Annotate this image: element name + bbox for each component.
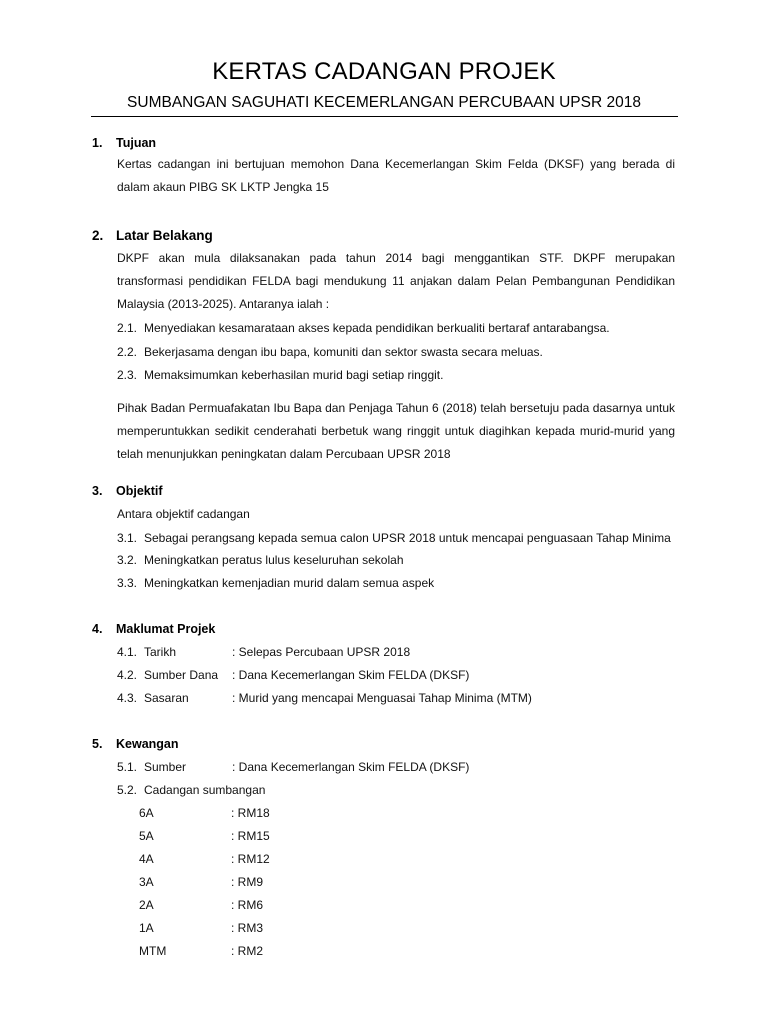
section-title: Objektif bbox=[116, 484, 163, 498]
info-row bbox=[117, 645, 410, 659]
item-number: 5.1. bbox=[117, 760, 138, 774]
item-number: 2.1. bbox=[117, 321, 138, 335]
section-number: 3. bbox=[92, 484, 103, 498]
item-number: 5.2. bbox=[117, 783, 138, 797]
grade-row bbox=[139, 875, 263, 889]
grade-label: 2A bbox=[139, 898, 154, 912]
grade-row bbox=[139, 898, 263, 912]
grade-row bbox=[139, 829, 270, 843]
list-item bbox=[117, 321, 610, 335]
grade-amount: : RM18 bbox=[231, 806, 270, 820]
grade-row bbox=[139, 806, 270, 820]
info-row bbox=[117, 760, 469, 774]
item-number: 3.1. bbox=[117, 531, 138, 545]
section-title: Maklumat Projek bbox=[116, 622, 216, 636]
grade-amount: : RM2 bbox=[231, 944, 264, 958]
info-key: Sumber bbox=[144, 760, 187, 774]
item-number: 3.3. bbox=[117, 576, 138, 590]
title-divider bbox=[91, 116, 678, 117]
item-number: 4.3. bbox=[117, 691, 138, 705]
grade-label: 4A bbox=[139, 852, 154, 866]
grade-amount: : RM9 bbox=[231, 875, 264, 889]
grade-label: 1A bbox=[139, 921, 154, 935]
item-text: Meningkatkan peratus lulus keseluruhan sekolah bbox=[144, 553, 404, 567]
grade-row bbox=[139, 921, 263, 935]
info-value: : Selepas Percubaan UPSR 2018 bbox=[232, 645, 411, 659]
info-row bbox=[117, 668, 469, 682]
info-key: Sumber Dana bbox=[144, 668, 219, 682]
item-text: Meningkatkan kemenjadian murid dalam semua aspek bbox=[144, 576, 435, 590]
item-text: Sebagai perangsang kepada semua calon UPSR 2018 untuk mencapai penguasaan Tahap Minima bbox=[144, 531, 671, 545]
grade-amount: : RM3 bbox=[231, 921, 264, 935]
section-3-intro: Antara objektif cadangan bbox=[117, 507, 250, 521]
item-number: 4.1. bbox=[117, 645, 138, 659]
grade-label: 6A bbox=[139, 806, 154, 820]
section-title: Tujuan bbox=[116, 136, 157, 150]
item-text: Bekerjasama dengan ibu bapa, komuniti dan sektor swasta secara meluas. bbox=[144, 345, 543, 359]
info-value: : Dana Kecemerlangan Skim FELDA (DKSF) bbox=[232, 668, 470, 682]
info-key: Tarikh bbox=[144, 645, 177, 659]
list-item bbox=[117, 368, 443, 382]
list-item bbox=[117, 345, 543, 359]
grade-amount: : RM6 bbox=[231, 898, 264, 912]
section-4-heading bbox=[92, 622, 215, 636]
section-1-text: Kertas cadangan ini bertujuan memohon Dana Kecemerlangan Skim Felda (DKSF) yang berada di dalam akaun PIBG SK LKTP Jengka 15 bbox=[117, 157, 675, 194]
section-title: Kewangan bbox=[116, 737, 179, 751]
section-number: 5. bbox=[92, 737, 103, 751]
section-1-heading bbox=[92, 136, 156, 150]
list-item bbox=[117, 576, 434, 590]
section-number: 2. bbox=[92, 228, 104, 243]
info-row bbox=[117, 691, 532, 705]
info-value: : Murid yang mencapai Menguasai Tahap Minima (MTM) bbox=[232, 691, 532, 705]
item-text: Menyediakan kesamarataan akses kepada pendidikan berkualiti bertaraf antarabangsa. bbox=[144, 321, 610, 335]
section-3-heading bbox=[92, 484, 163, 498]
section-title: Latar Belakang bbox=[116, 228, 213, 243]
list-item bbox=[117, 553, 404, 567]
item-number: 2.2. bbox=[117, 345, 138, 359]
grade-amount: : RM15 bbox=[231, 829, 270, 843]
section-5-heading bbox=[92, 737, 179, 751]
section-2-closing: Pihak Badan Permuafakatan Ibu Bapa dan Penjaga Tahun 6 (2018) telah bersetuju pada dasarnya untuk memperuntukkan sedikit cenderahati berbetuk wang ringgit untuk diagihkan kepada murid-murid yang telah menunjukkan peningkatan dalam Percubaan UPSR 2018 bbox=[117, 401, 675, 461]
grade-label: 5A bbox=[139, 829, 154, 843]
info-key: Sasaran bbox=[144, 691, 189, 705]
grade-row bbox=[139, 944, 263, 958]
item-text: Memaksimumkan keberhasilan murid bagi setiap ringgit. bbox=[144, 368, 444, 382]
document-subtitle: SUMBANGAN SAGUHATI KECEMERLANGAN PERCUBAAN UPSR 2018 bbox=[127, 94, 641, 111]
list-item bbox=[117, 531, 671, 545]
section-2-text: DKPF akan mula dilaksanakan pada tahun 2014 bagi menggantikan STF. DKPF merupakan transformasi pendidikan FELDA bagi mendukung 11 anjakan dalam Pelan Pembangunan Pendidikan Malaysia (2013-2025). Antaranya ialah : bbox=[117, 251, 675, 311]
grade-label: 3A bbox=[139, 875, 154, 889]
list-item bbox=[117, 783, 265, 797]
grade-row bbox=[139, 852, 270, 866]
item-number: 2.3. bbox=[117, 368, 138, 382]
document-title: KERTAS CADANGAN PROJEK bbox=[212, 58, 556, 85]
item-number: 3.2. bbox=[117, 553, 138, 567]
section-number: 1. bbox=[92, 136, 103, 150]
item-number: 4.2. bbox=[117, 668, 138, 682]
section-number: 4. bbox=[92, 622, 103, 636]
grade-amount: : RM12 bbox=[231, 852, 270, 866]
section-2-heading bbox=[92, 228, 213, 243]
info-value: : Dana Kecemerlangan Skim FELDA (DKSF) bbox=[232, 760, 470, 774]
grade-label: MTM bbox=[139, 944, 167, 958]
item-text: Cadangan sumbangan bbox=[144, 783, 266, 797]
